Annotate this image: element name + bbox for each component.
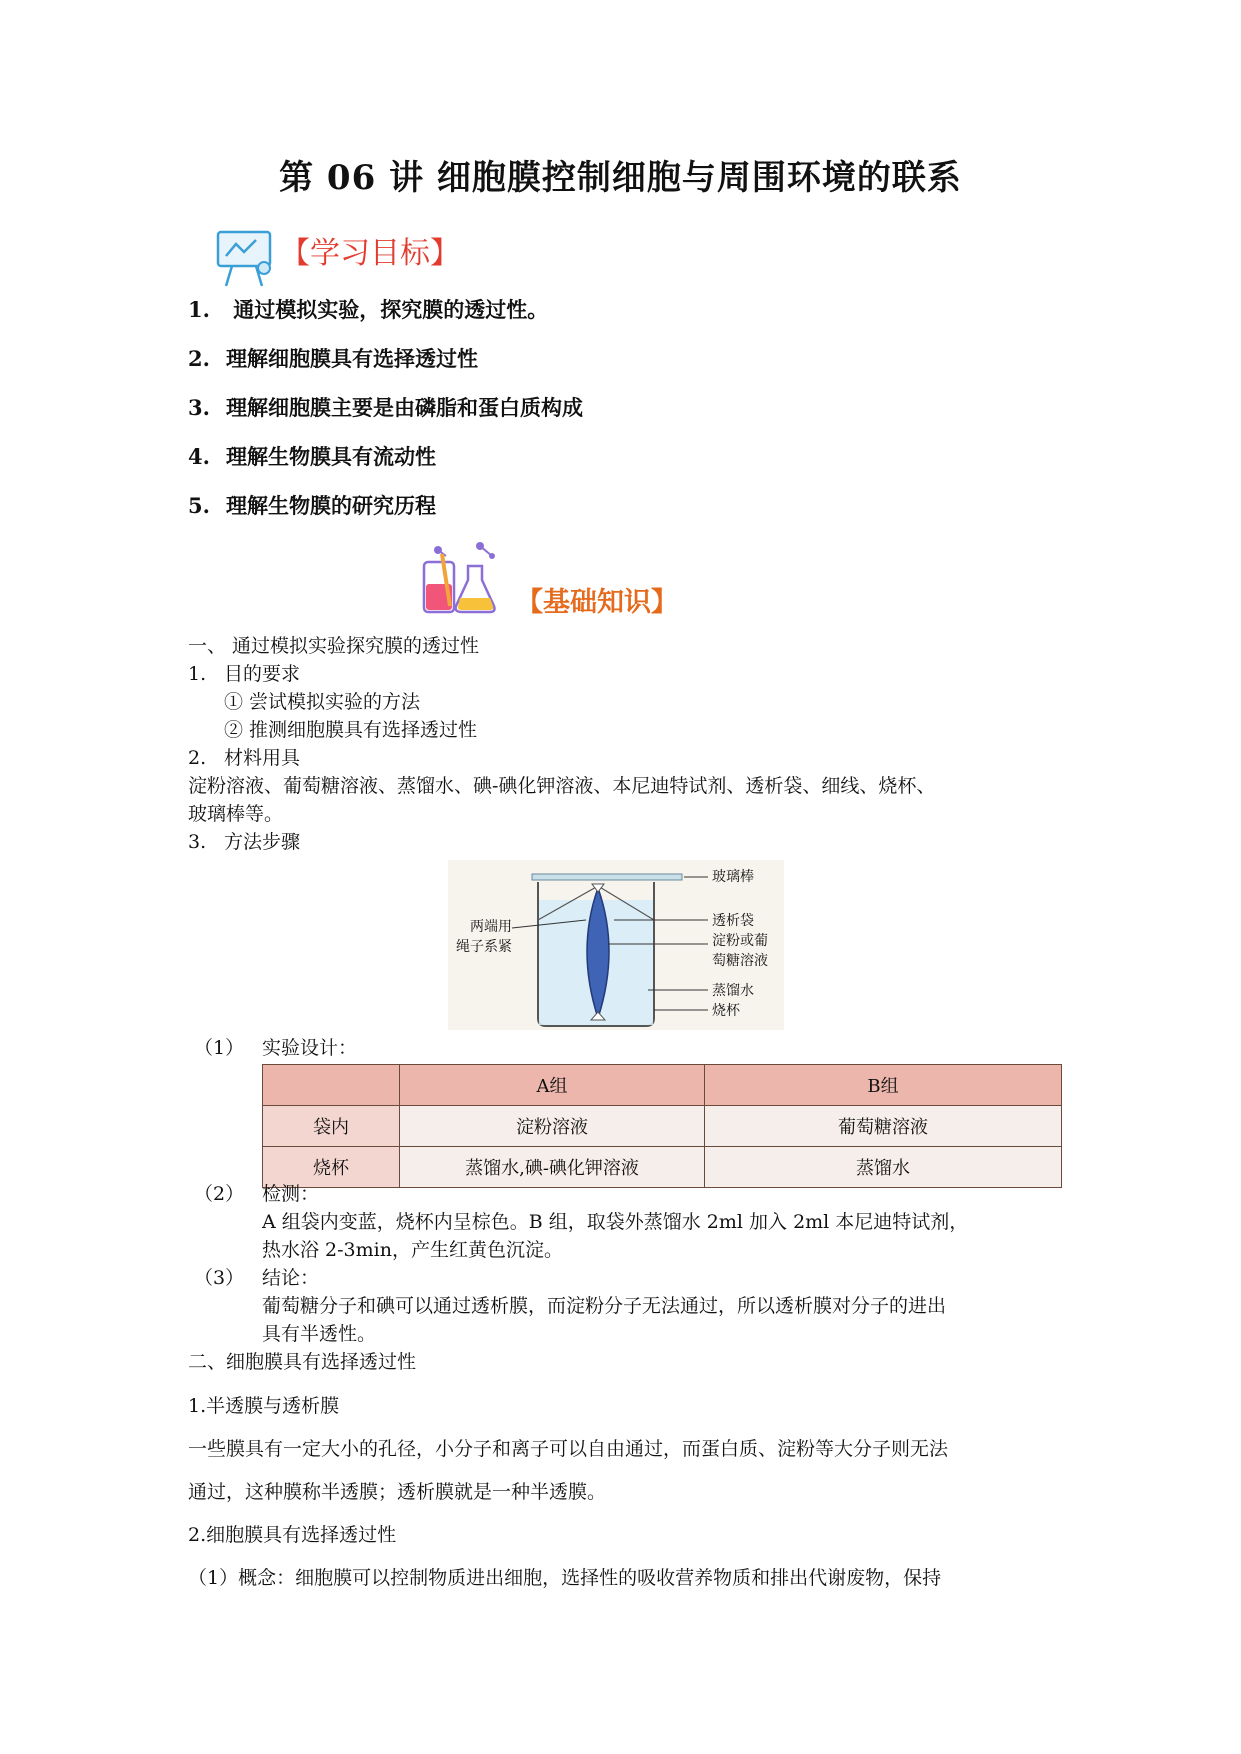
conclusion-text: 具有半透性。: [262, 1323, 377, 1345]
item-label: 实验设计：: [262, 1037, 358, 1059]
label-tie: 两端用: [470, 919, 512, 935]
table-cell: 蒸馏水,碘-碘化钾溶液: [400, 1147, 705, 1188]
table-row: [263, 1106, 1062, 1147]
conclusion-text: 葡萄糖分子和碘可以通过透析膜，而淀粉分子无法通过，所以透析膜对分子的进出: [262, 1295, 947, 1317]
paragraph-text: （1）概念：细胞膜可以控制物质进出细胞，选择性的吸收营养物质和排出代谢废物，保持: [188, 1567, 942, 1589]
materials-text: 淀粉溶液、葡萄糖溶液、蒸馏水、碘-碘化钾溶液、本尼迪特试剂、透析袋、细线、烧杯、: [188, 775, 936, 797]
table-header: [263, 1065, 400, 1106]
detection-text: 热水浴 2-3min，产生红黄色沉淀。: [262, 1239, 563, 1261]
label-solution: 淀粉或葡: [712, 933, 768, 949]
objectives-heading: 【学习目标】: [280, 236, 460, 271]
basics-heading: 【基础知识】: [516, 587, 678, 618]
paragraph-text: 一些膜具有一定大小的孔径，小分子和离子可以自由通过，而蛋白质、淀粉等大分子则无法: [188, 1438, 949, 1460]
section-title: 一、 通过模拟实验探究膜的透过性: [188, 635, 480, 657]
table-cell: 烧杯: [263, 1147, 400, 1188]
paragraph-text: 通过，这种膜称半透膜；透析膜就是一种半透膜。: [188, 1481, 607, 1503]
label-glass-rod: 玻璃棒: [712, 869, 754, 885]
label-tie: 绳子系紧: [456, 939, 512, 955]
objective-item: 4. 理解生物膜具有流动性: [188, 444, 436, 469]
step-label: 方法步骤: [224, 831, 301, 853]
detection-text: A 组袋内变蓝，烧杯内呈棕色。B 组，取袋外蒸馏水 2ml 加入 2ml 本尼迪特试剂，: [262, 1211, 969, 1233]
table-header: B组: [705, 1065, 1062, 1106]
label-beaker: 烧杯: [712, 1003, 740, 1019]
step-number: 3.: [188, 831, 207, 853]
item-label: 检测：: [262, 1183, 320, 1205]
goal-item: ② 推测细胞膜具有选择透过性: [224, 719, 478, 741]
lab-flask-icon: [420, 540, 500, 618]
item-number: （1）: [194, 1037, 245, 1059]
item-number: （2）: [194, 1183, 245, 1205]
materials-text: 玻璃棒等。: [188, 803, 284, 825]
subsection-title: 2.细胞膜具有选择透过性: [188, 1524, 397, 1546]
page-title: 第 06 讲 细胞膜控制细胞与周围环境的联系: [279, 158, 962, 198]
step-label: 目的要求: [224, 663, 301, 685]
step-number: 2.: [188, 747, 207, 769]
label-dialysis-bag: 透析袋: [712, 913, 754, 929]
table-cell: 淀粉溶液: [400, 1106, 705, 1147]
table-cell: 袋内: [263, 1106, 400, 1147]
table-header: A组: [400, 1065, 705, 1106]
item-number: （3）: [194, 1267, 245, 1289]
objective-item: 5. 理解生物膜的研究历程: [188, 493, 436, 518]
objective-item: 3. 理解细胞膜主要是由磷脂和蛋白质构成: [188, 395, 583, 420]
section-title: 二、细胞膜具有选择透过性: [188, 1351, 417, 1373]
objective-item: 2. 理解细胞膜具有选择透过性: [188, 346, 478, 371]
table-header-row: [263, 1065, 1062, 1106]
goal-item: ① 尝试模拟实验的方法: [224, 691, 421, 713]
objective-item: 1. 通过模拟实验，探究膜的透过性。: [188, 297, 549, 322]
table-cell: 蒸馏水: [705, 1147, 1062, 1188]
label-distilled-water: 蒸馏水: [712, 983, 754, 999]
table-row: [263, 1147, 1062, 1188]
item-label: 结论：: [262, 1267, 320, 1289]
subsection-title: 1.半透膜与透析膜: [188, 1395, 340, 1417]
label-solution: 萄糖溶液: [712, 953, 768, 969]
step-label: 材料用具: [224, 747, 301, 769]
table-cell: 葡萄糖溶液: [705, 1106, 1062, 1147]
design-table: [262, 1064, 1062, 1188]
experiment-figure: [448, 860, 784, 1030]
step-number: 1.: [188, 663, 207, 685]
teacher-board-icon: [212, 228, 280, 290]
